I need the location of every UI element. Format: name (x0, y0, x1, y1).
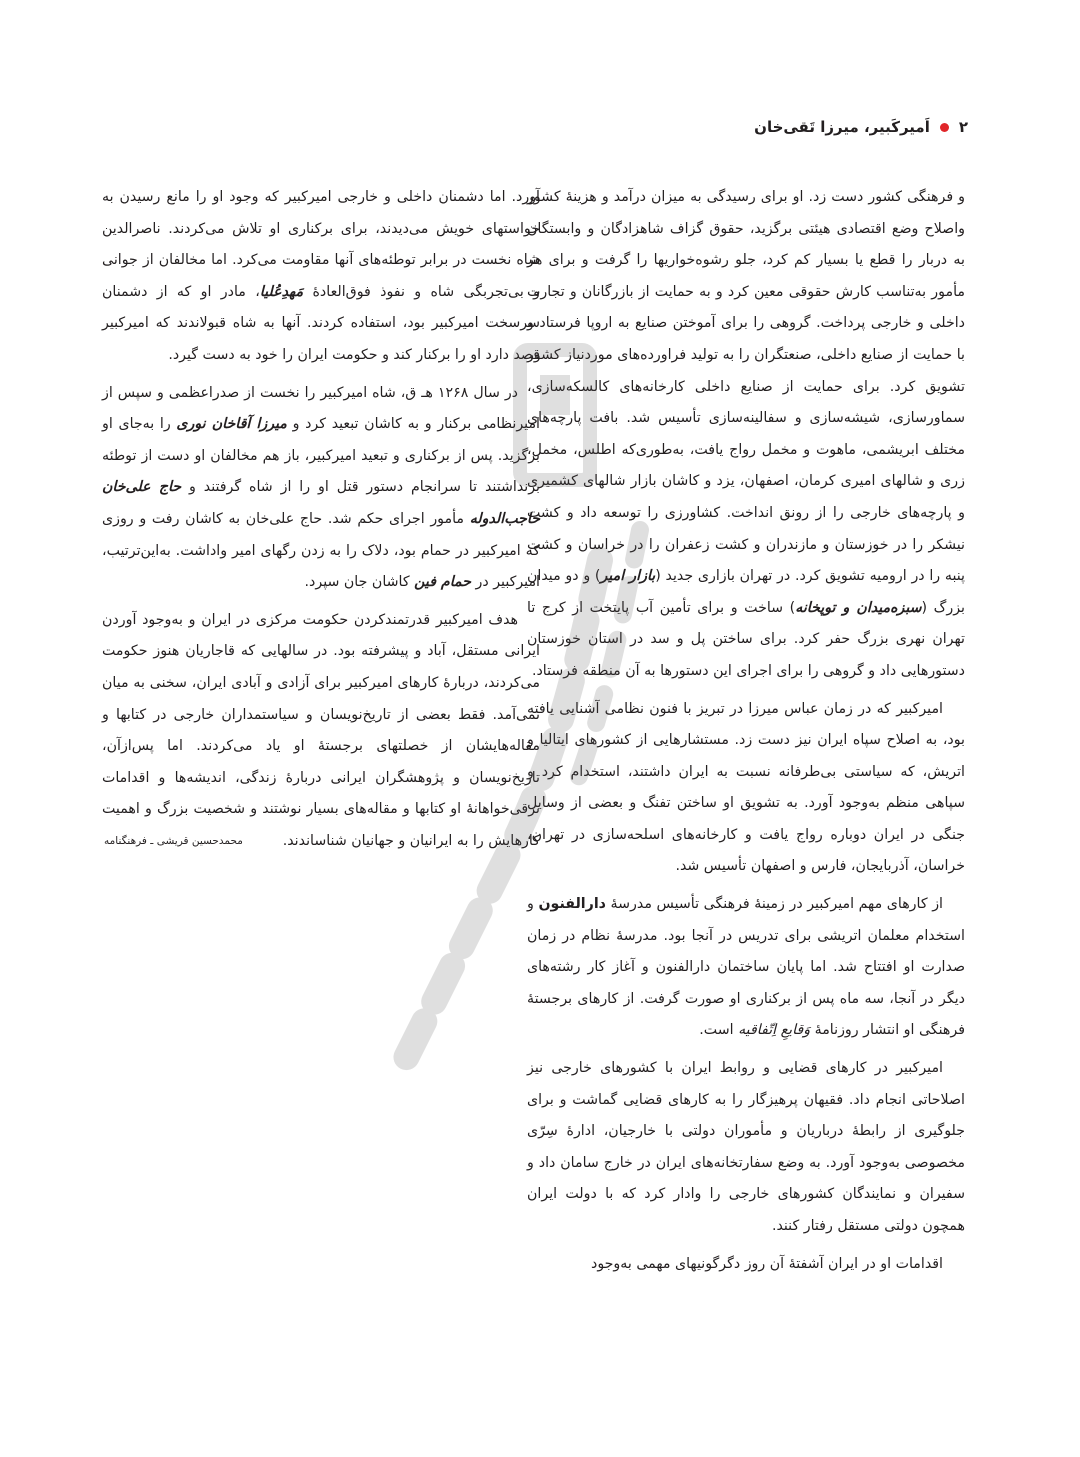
paragraph: امیرکبیر که در زمان عباس میرزا در تبریز با فنون نظامی آشنایی یافته بود، به اصلاح سپاه ایران نیز دست زد. مستشارهایی از کشورهای ایتالیا و اتریش، که سیاستی بی‌طرفانه نسبت به ایران داشتند، استخدام کرد و سپاهی منظم به‌وجود آورد. به تشویق او ساختن تفنگ و بعضی از وسایل جنگی در ایران دوباره رواج یافت و کارخانه‌های اسلحه‌سازی در تهران، خراسان، آذربایجان، فارس و اصفهان تأسیس شد. (527, 700, 965, 875)
paragraph: امیرکبیر در کارهای قضایی و روابط ایران با کشورهای خارجی نیز اصلاحاتی انجام داد. فقیهان پرهیزگار را به کارهای قضایی گماشت و برای جلوگیری از رابطهٔ درباریان و مأموران دولتی با خارجیان، ادارهٔ سِرّی مخصوصی به‌وجود آورد. به وضع سفارتخانه‌های ایران در خارج سامان داد و سفیران و نمایندگان کشورهای خارجی را وادار کرد که با دولت ایران همچون دولتی مستقل رفتار کنند. (527, 1060, 965, 1234)
red-dot-icon (940, 123, 949, 132)
paragraph: آورد. اما دشمنان داخلی و خارجی امیرکبیر که وجود او را مانع رسیدن به خواستهای خویش می‌دیدند، برای برکناری او تلاش می‌کردند. ناصرالدین شاه نخست در برابر توطئه‌های آنها مقاومت می‌کرد. اما مخالفان از جوانی و بی‌تجربگی شاه و نفوذ فوق‌العادهٔ مَهدِعُلیا، مادر او که از دشمنان سرسخت امیرکبیر بود، استفاده کردند. آنها به شاه قبولاندند که امیرکبیر قصد دارد او را برکنار کند و حکومت ایران را خود به دست گیرد. (102, 189, 540, 363)
paragraph: در سال ۱۲۶۸ هـ ق، شاه امیرکبیر را نخست از صدراعظمی و سپس از امیرنظامی برکنار و به کاشان تبعید کرد و میرزا آقاخان نوری را به‌جای او برگزید. پس از برکناری و تبعید امیرکبیر، باز هم مخالفان او دست از توطئه برنداشتند تا سرانجام دستور قتل او را از شاه گرفتند و حاج علی‌خان حاجب‌الدوله مأمور اجرای حکم شد. حاج علی‌خان به کاشان رفت و روزی که امیرکبیر در حمام بود، دلاک را به زدن رگهای امیر واداشت. به‌این‌ترتیب، امیرکبیر در حمام فین کاشان جان سپرد. (102, 384, 540, 591)
signature: محمدحسین قریشی ـ فرهنگنامه (104, 834, 243, 847)
running-title: اَمیرکَبیر، میرزا تَقی‌خان (754, 118, 930, 136)
paragraph: اقدامات او در ایران آشفتهٔ آن روز دگرگونیهای مهمی به‌وجود (591, 1255, 943, 1272)
paragraph: هدف امیرکبیر قدرتمندکردن حکومت مرکزی در ایران و به‌وجود آوردن ایرانی مستقل، آباد و پیشرفته بود. در سالهایی که قاجاریان هنوز حکومت می‌کردند، دربارهٔ کارهای امیرکبیر برای آزادی و آبادی ایران، سخنی به میان نمی‌آمد. فقط بعضی از تاریخ‌نویسان و سیاستمداران خارجی در کتابها و مقاله‌هایشان از خصلتهای برجستهٔ او یاد می‌کردند. اما پس‌ازآن، تاریخ‌نویسان و پژوهشگران ایرانی دربارهٔ زندگی، اندیشه‌ها و اقدامات ترقی‌خواهانهٔ او کتابها و مقاله‌های بسیار نوشتند و شخصیت بزرگ و اهمیت کارهایش را به ایرانیان و جهانیان شناساندند. محمدحسین قریشی ـ فرهنگنامه (102, 605, 540, 858)
paragraph: از کارهای مهم امیرکبیر در زمینهٔ فرهنگی تأسیس مدرسهٔ دارالفنون و استخدام معلمان اتریشی برای تدریس در آنجا بود. مدرسهٔ نظام در زمان صدارت او افتتاح شد. اما پایان ساختمان دارالفنون و آغاز کار رشته‌های دیگر در آنجا، سه ماه پس از برکناری او صورت گرفت. از کارهای برجستهٔ فرهنگی او انتشار روزنامهٔ وَقایعِ اِتّفاقیه است. (527, 896, 965, 1039)
running-header (754, 118, 968, 136)
page-number: ۲ (958, 118, 968, 136)
paragraph: و فرهنگی کشور دست زد. او برای رسیدگی به میزان درآمد و هزینهٔ کشور واصلاح وضع اقتصادی هیئتی برگزید، حقوق گزاف شاهزادگان و وابستگان به دربار را قطع یا بسیار کم کرد، جلو رشوه‌خواریها را گرفت و برای هر مأمور به‌تناسب کارش حقوقی معین کرد و به حمایت از بازرگانان و تجارت داخلی و خارجی پرداخت. گروهی را برای آموختن صنایع به اروپا فرستاد و با حمایت از صنایع داخلی، صنعتگران را به تولید فراورده‌های موردنیاز کشور تشویق کرد. برای حمایت از صنایع داخلی کارخانه‌های کالسکه‌سازی، سماورسازی، شیشه‌سازی و سفالینه‌سازی تأسیس شد. بافت پارچه‌های مختلف ابریشمی، ماهوت و مخمل رواج یافت، به‌طوری‌که اطلس، مخمل، زری و شالهای امیری کرمان، اصفهان، یزد و کاشان بازار شالهای کشمیری و پارچه‌های خارجی را از رونق انداخت. کشاورزی را توسعه داد و کشت نیشکر را در خوزستان و مازندران و کشت زعفران را در خراسان و کشت پنبه را در ارومیه تشویق کرد. در تهران بازاری جدید (بازار امیر) و دو میدان بزرگ (سبزه‌میدان و توپخانه) ساخت و برای تأمین آب پایتخت از کرج تا تهران نهری بزرگ حفر کرد. برای ساختن پل و سد در استان خوزستان دستورهایی داد و گروهی را برای اجرای این دستورها به آن منطقه فرستاد. (527, 189, 966, 679)
left-column (102, 182, 540, 857)
right-column (527, 182, 965, 1280)
